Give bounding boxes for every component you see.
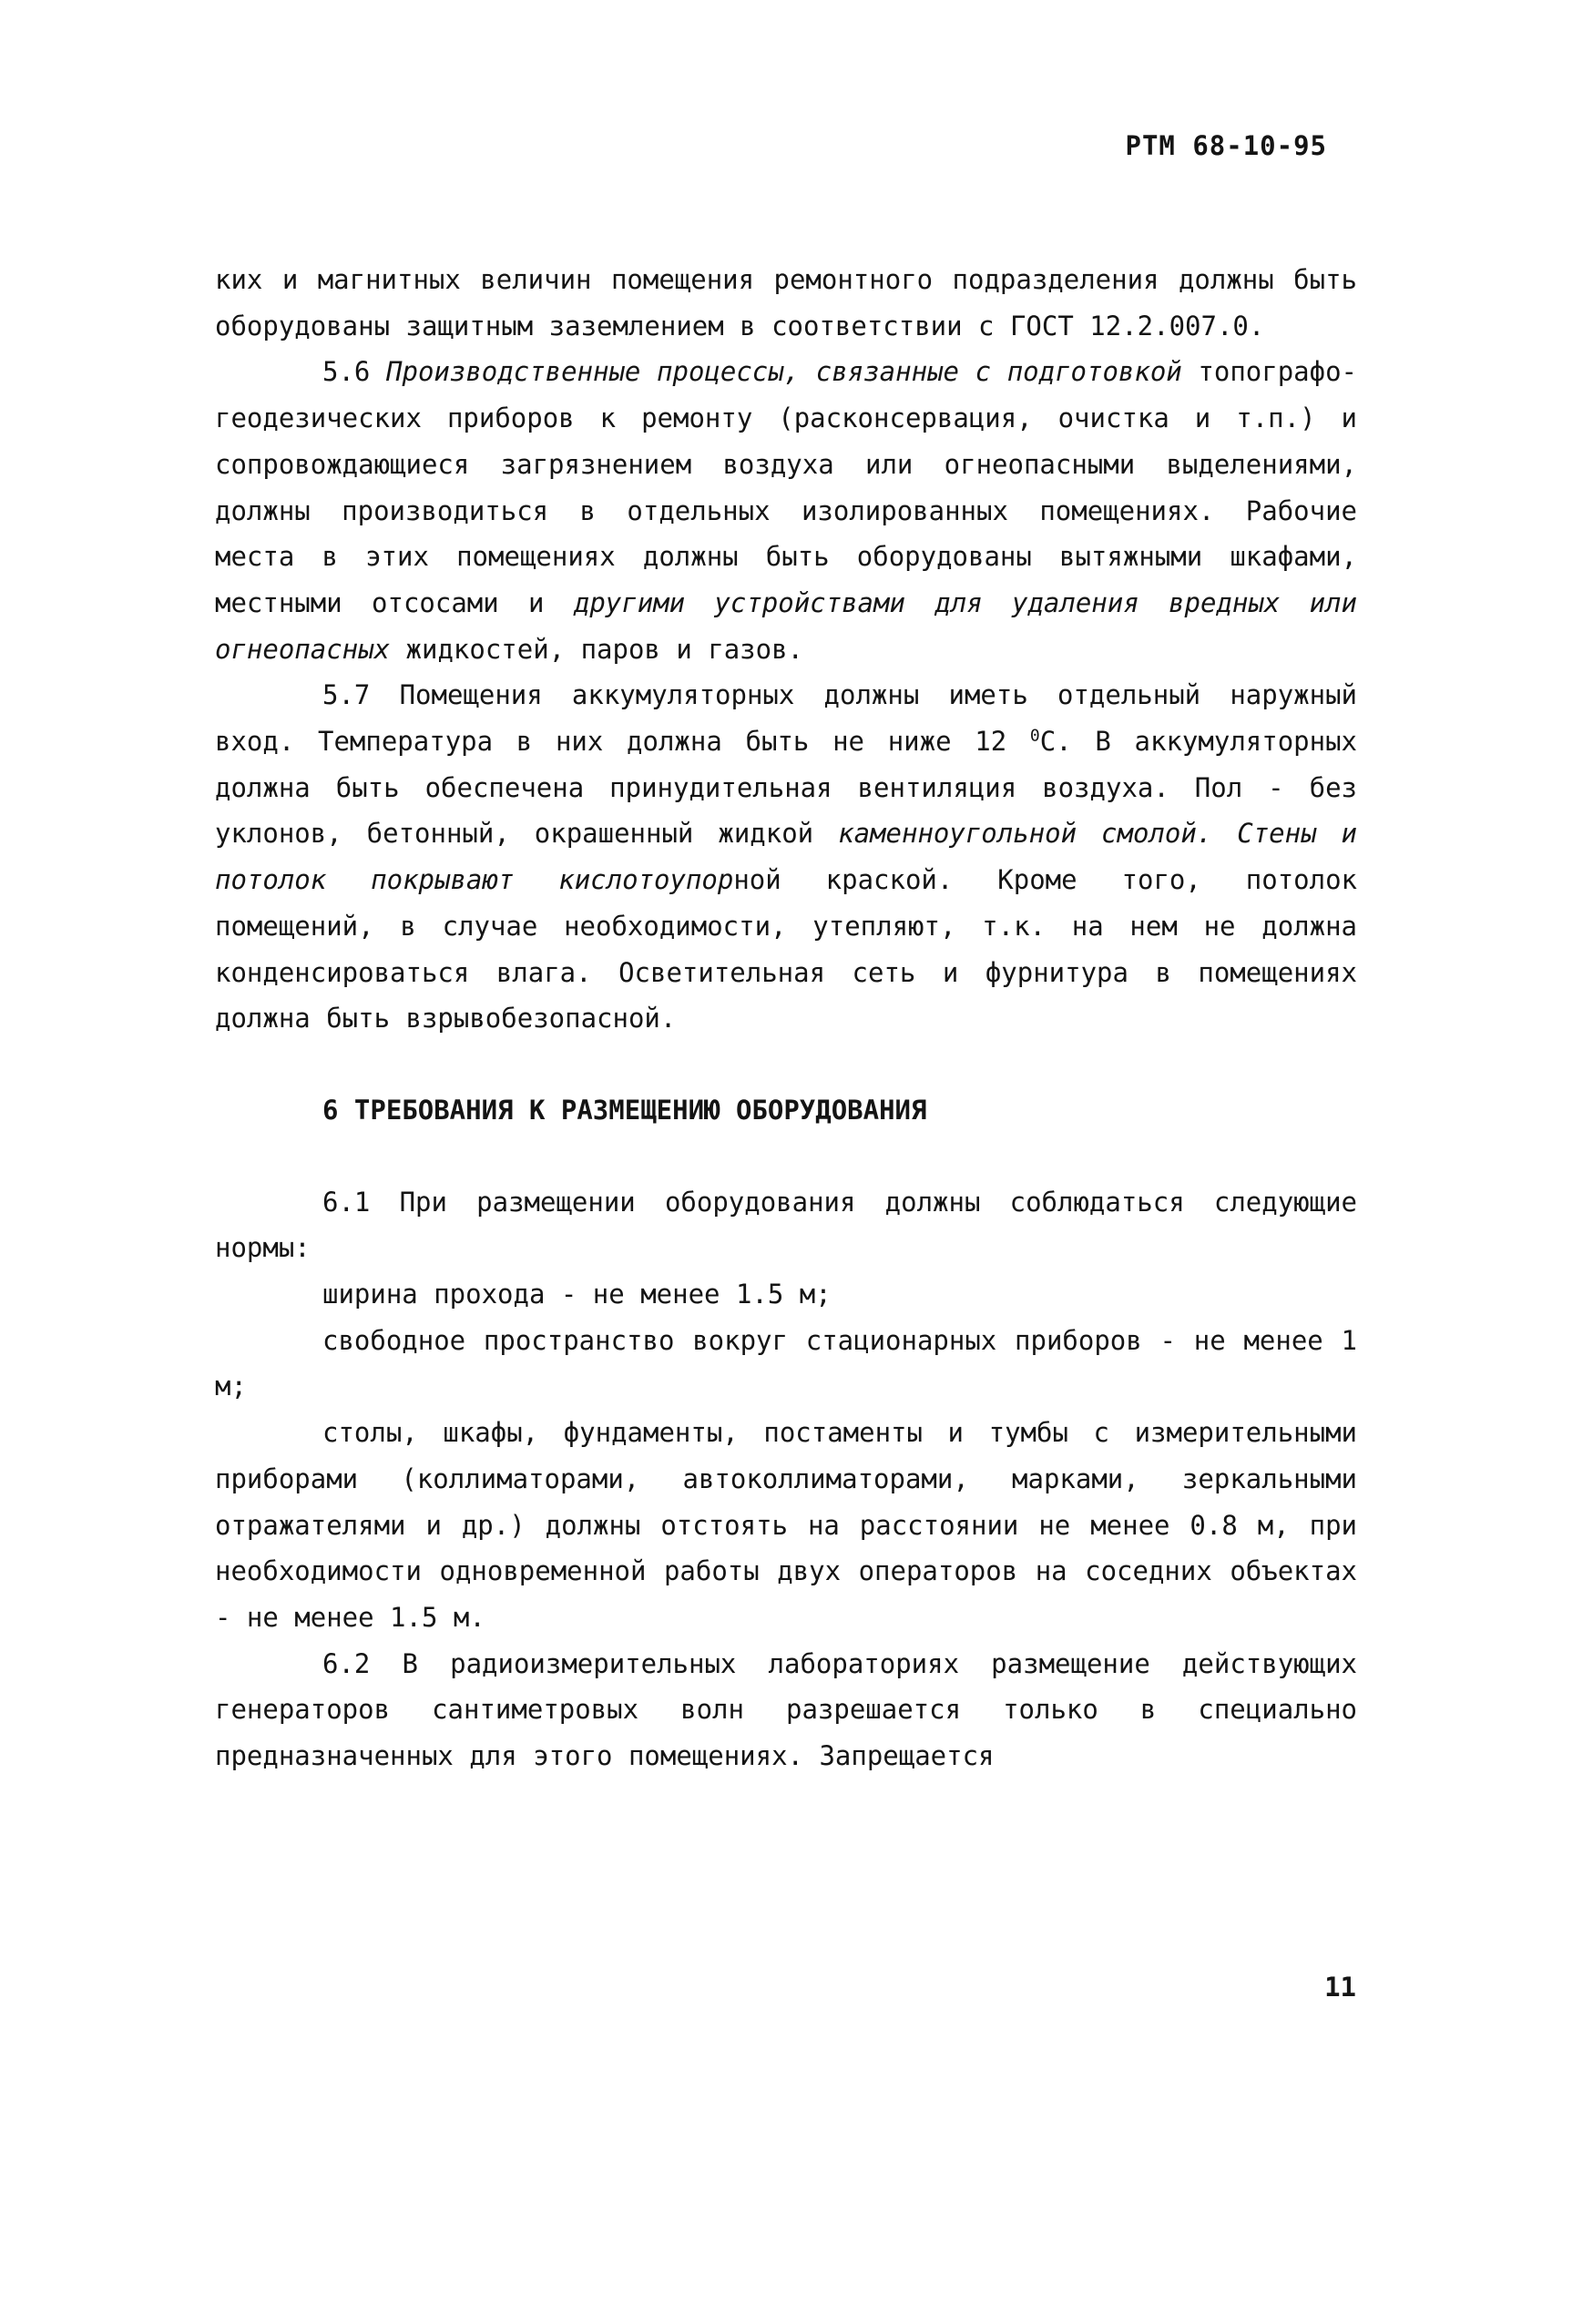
paragraph-5-6-text-2: жидкостей, паров и газов. bbox=[390, 633, 804, 665]
section-6-heading: 6 ТРЕБОВАНИЯ К РАЗМЕЩЕНИЮ ОБОРУДОВАНИЯ bbox=[322, 1094, 927, 1126]
paragraph-6-2-text: 6.2 В радиоизмерительных лабораториях размещение дей bbox=[322, 1647, 1230, 1679]
paragraph-5-6 bbox=[215, 349, 1357, 672]
document-code: РТМ 68-10-95 bbox=[1125, 130, 1327, 161]
list-item-free-space: свободное пространство вокруг стационарных приборов - не менее 1 м; bbox=[215, 1324, 1357, 1402]
page-number: 11 bbox=[1324, 1972, 1356, 2003]
paragraph-6-2-text-2: ствующих генераторов сантиметровых волн разрешается только в специально предназначенных для этого помещениях. Запрещается bbox=[215, 1647, 1357, 1772]
paragraph-5-6-italic-2: другими устройствами для удаления вредных или огнеопасных bbox=[215, 586, 1357, 665]
list-item-passage-width: ширина прохода - не менее 1.5 м; bbox=[322, 1279, 832, 1310]
paragraph-5-6-number: 5.6 bbox=[322, 356, 387, 388]
list-item-distances: столы, шкафы, фундаменты, постаменты и тумбы с измерительными приборами (коллиматорами, автоколлиматорами, марками, зеркальными отражателями и др.) должны отстоять на расстоянии не менее 0.8 м, при необходимости одновременной работы двух операторов на соседних объектах - не менее 1.5 м. bbox=[215, 1417, 1357, 1633]
paragraph-6-2 bbox=[215, 1641, 1357, 1779]
degree-symbol: 0 bbox=[1029, 726, 1040, 746]
paragraph-5-6-italic: Производственные процессы, связанные с подготовкой bbox=[386, 356, 1182, 388]
paragraph-5-7-text-2: С. В аккумуляторных должна быть обеспечена принудительная вентиляция воздуха. Пол - без уклонов, бетонный, окрашенный жидкой bbox=[215, 726, 1357, 850]
paragraph-5-7-text-3: ной краской. Кроме того, потолок помещений, в случае необходимости, утепляют, т.к. на нем не должна конденсироваться влага. Осветительная сеть и фурнитура в помещениях должна быть взрывобезопасной. bbox=[215, 864, 1358, 1035]
paragraph-5-6-text: топографо-геодезических приборов к ремонту (расконсервация, очистка и т.п.) и сопровождающиеся загрязнением воздуха или огнеопасными выделениями, должны производиться в отдельных изолированных помещениях. Рабочие места в этих помещениях должны быть оборудованы вытяжными шкафами, местными отсосами и bbox=[215, 356, 1357, 618]
paragraph-5-7 bbox=[215, 672, 1357, 1042]
paragraph-grounding: ких и магнитных величин помещения ремонтного подразделения должны быть оборудованы защитным заземлением в соответствии с ГОСТ 12.2.007.0. bbox=[215, 264, 1357, 341]
paragraph-5-7-italic: каменноугольной смолой. Стены и потолок покрывают кислотоупор bbox=[215, 818, 1357, 896]
paragraph-6-1: 6.1 При размещении оборудования должны соблюдаться следующие нормы: bbox=[215, 1186, 1357, 1264]
document-body bbox=[215, 257, 1357, 1779]
paragraph-5-7-text: 5.7 Помещения аккумуляторных должны иметь отдельный наружный вход. Температура в них должна быть не ниже 12 bbox=[215, 679, 1357, 758]
